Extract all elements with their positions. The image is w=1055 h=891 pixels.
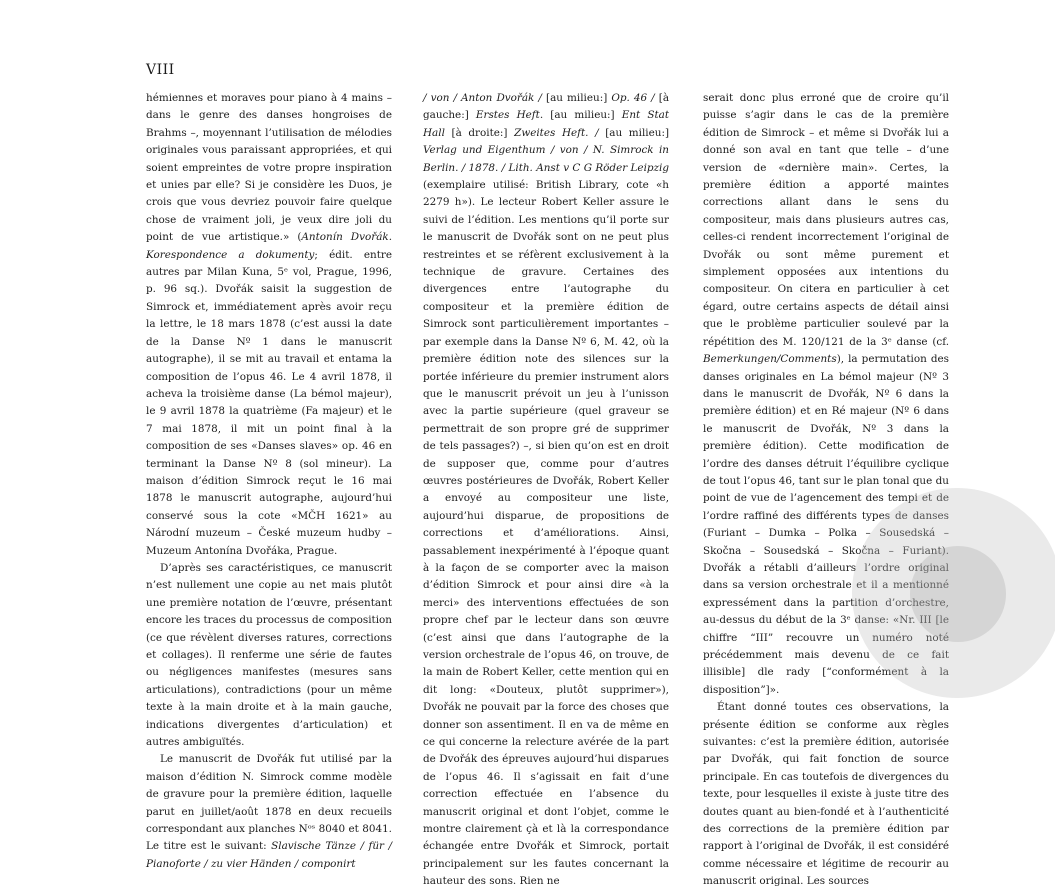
italic-run: Erstes Heft. <box>475 109 551 122</box>
text-run: [à gauche:] <box>423 92 670 122</box>
paragraph <box>423 90 669 891</box>
text-column-2 <box>423 90 669 891</box>
library-stamp-watermark <box>852 488 1055 698</box>
italic-run: Slavische Tänze / für / Pianoforte / zu vier Händen / componirt <box>146 840 392 870</box>
paragraph <box>146 751 392 873</box>
italic-run: Bemerkungen/Comments <box>703 353 837 366</box>
stamp-inner-circle <box>910 546 1006 642</box>
italic-run: / von / Anton Dvořák / <box>423 92 547 104</box>
italic-run: Ent Stat Hall <box>423 109 669 139</box>
text-run: Le manuscrit de Dvořák fut utilisé par la maison d’édition N. Simrock comme modèle de gravure pour la première édition, laquelle parut en juillet/août 1878 en deux recueils correspondant aux planches Nᵒˢ 8040 et 8041. Le titre est le suivant: <box>146 753 392 853</box>
text-run: [au milieu:] <box>546 92 612 104</box>
italic-run: Verlag und Eigenthum / von / N. Simrock in Berlin. / 1878. / Lith. Anst v C G Röder Leipzig <box>423 144 669 174</box>
text-column-1 <box>146 90 392 873</box>
text-run: ), la permutation des danses originales en La bémol majeur (Nº 3 dans le manuscrit de Dvořák, Nº 6 dans la première édition) et en Ré majeur (Nº 6 dans le manuscrit de Dvořák, Nº 3 dans la première édition). Cette modification de l’ordre des danses détruit l’équilibre cyclique de tout l’opus 46, tant sur le plan tonal que du point de vue de l’agencement des tempi et de l’ordre raffiné des différents types de danses (Furiant – Dumka – Polka – Sousedská – Skočna – Sousedská – Skočna – Furiant). Dvořák a rétabli d’ailleurs l’ordre original dans sa version orchestrale et il a mentionné expressément dans la partition d’orchestre, au-dessus du début de la 3ᵉ danse: «Nr. III [le chiffre “III” recouvre un numéro noté précédemment mais devenu de ce fait illisible] dle rady [“conformément à la disposition”]». <box>703 353 949 696</box>
text-column-3 <box>703 90 949 891</box>
text-run: hémiennes et moraves pour piano à 4 mains – dans le genre des danses hongroises de Brahms –, moyennant l’utilisation de mélodies originales vous paraissant appropriées, et qui soient empreintes de votre propre inspiration et unies par elle? Si je considère les Duos, je crois que vous devriez pouvoir faire quelque chose de vraiment joli, je veux dire joli du point de vue artistique.» ( <box>146 92 392 244</box>
italic-run: Antonín Dvořák. Korespondence a dokumenty <box>146 231 392 261</box>
text-run: D’après ses caractéristiques, ce manuscrit n’est nullement une copie au net mais plutôt une première notation de l’œuvre, présentant encore les traces du processus de composition (ce que révèlent diverses ratures, corrections et collages). Il renferme une série de fautes ou négligences manifestes (mesures sans articulations), contradictions (pour un même texte à la main droite et à la main gauche, indications divergentes d’articulation) et autres ambiguïtés. <box>146 561 392 749</box>
text-run: [au milieu:] <box>605 126 669 139</box>
text-run: ; édit. entre autres par Milan Kuna, 5ᵉ vol, Prague, 1996, p. 96 sq.). Dvořák saisit la suggestion de Simrock et, immédiatement après avoir reçu la lettre, le 18 mars 1878 (c’est aussi la date de la Danse Nº 1 dans le manuscrit autographe), il se mit au travail et entama la composition de l’opus 46. Le 4 avril 1878, il acheva la troisième danse (La bémol majeur), le 9 avril 1878 la quatrième (Fa majeur) et le 7 mai 1878, il mit un point final à la composition de ses «Danses slaves» op. 46 en terminant la Danse Nº 8 (sol mineur). La maison d’édition Simrock reçut le 16 mai 1878 le manuscrit autographe, aujourd’hui conservé sous la cote «MČH 1621» au Národní muzeum – České muzeum hudby – Muzeum Antonína Dvořáka, Prague. <box>146 248 392 557</box>
italic-run: Zweites Heft. / <box>514 126 606 139</box>
paragraph <box>146 90 392 560</box>
text-run: serait donc plus erroné que de croire qu’il puisse s’agir dans le cas de la première édition de Simrock – et même si Dvořák lui a donné son aval en tant que telle – d’une version de «dernière main». Certes, la première édition a apporté maintes corrections allant dans le sens du compositeur, mais dans plusieurs autres cas, celles-ci rendent incorrectement l’original de Dvořák ou sont même purement et simplement opposées aux intentions du compositeur. On citera en particulier à cet égard, outre certains aspects de détail ainsi que le problème particulier soulevé par la répétition des M. 120/121 de la 3ᵉ danse (cf. <box>703 92 949 348</box>
text-run: [à droite:] <box>451 126 515 139</box>
italic-run: Op. 46 / <box>611 92 659 104</box>
text-run: (exemplaire utilisé: British Library, cote «h 2279 h»). Le lecteur Robert Keller assure le suivi de l’édition. Les mentions qu’il porte sur le manuscrit de Dvořák sont on ne peut plus restreintes et se réfèrent exclusivement à la technique de gravure. Certaines des divergences entre l’autographe du compositeur et la première édition de Simrock sont particulièrement importantes – par exemple dans la Danse Nº 6, M. 42, où la première édition note des silences sur la portée inférieure du premier instrument alors que le manuscrit prévoit un jeu à l’unisson avec la partie supérieure (quel graveur se permettrait de son propre gré de supprimer de tels passages?) –, si bien qu’on est en droit de supposer que, comme pour d’autres œuvres postérieures de Dvořák, Robert Keller a envoyé au compositeur une liste, aujourd’hui disparue, de propositions de corrections et d’améliorations. Ainsi, passablement inexpérimenté à l’époque quant à la façon de se comporter avec la maison d’édition Simrock et pour ainsi dire «à la merci» des interventions effectuées de son propre chef par le lecteur dans son œuvre (c’est ainsi que dans l’autographe de la version orchestrale de l’opus 46, on trouve, de la main de Robert Keller, cette mention qui en dit long: «Douteux, plutôt supprimer»), Dvořák ne pouvait par la force des choses que donner son assentiment. Il en va de même en ce qui concerne la relecture avérée de la part de Dvořák des épreuves aujourd’hui disparues de l’opus 46. Il s’agissait en fait d’une correction effectuée en l’absence du manuscrit original et dont l’objet, comme le montre clairement çà et là la correspondance échangée entre Dvořák et Simrock, portait principalement sur les fautes concernant la hauteur des sons. Rien ne <box>423 179 669 888</box>
text-run: [au milieu:] <box>550 109 622 122</box>
paragraph <box>146 560 392 751</box>
text-run: Étant donné toutes ces observations, la présente édition se conforme aux règles suivantes: c’est la première édition, autorisée par Dvořák, qui fait fonction de source principale. En cas toutefois de divergences du texte, pour lesquelles il existe à juste titre des doutes quant au bien-fondé et à l’authenticité des corrections de la première édition par rapport à l’original de Dvořák, il est considéré comme nécessaire et légitime de recourir au manuscrit original. Les sources <box>703 701 949 888</box>
paragraph <box>703 699 949 890</box>
page-number: VIII <box>146 62 175 78</box>
